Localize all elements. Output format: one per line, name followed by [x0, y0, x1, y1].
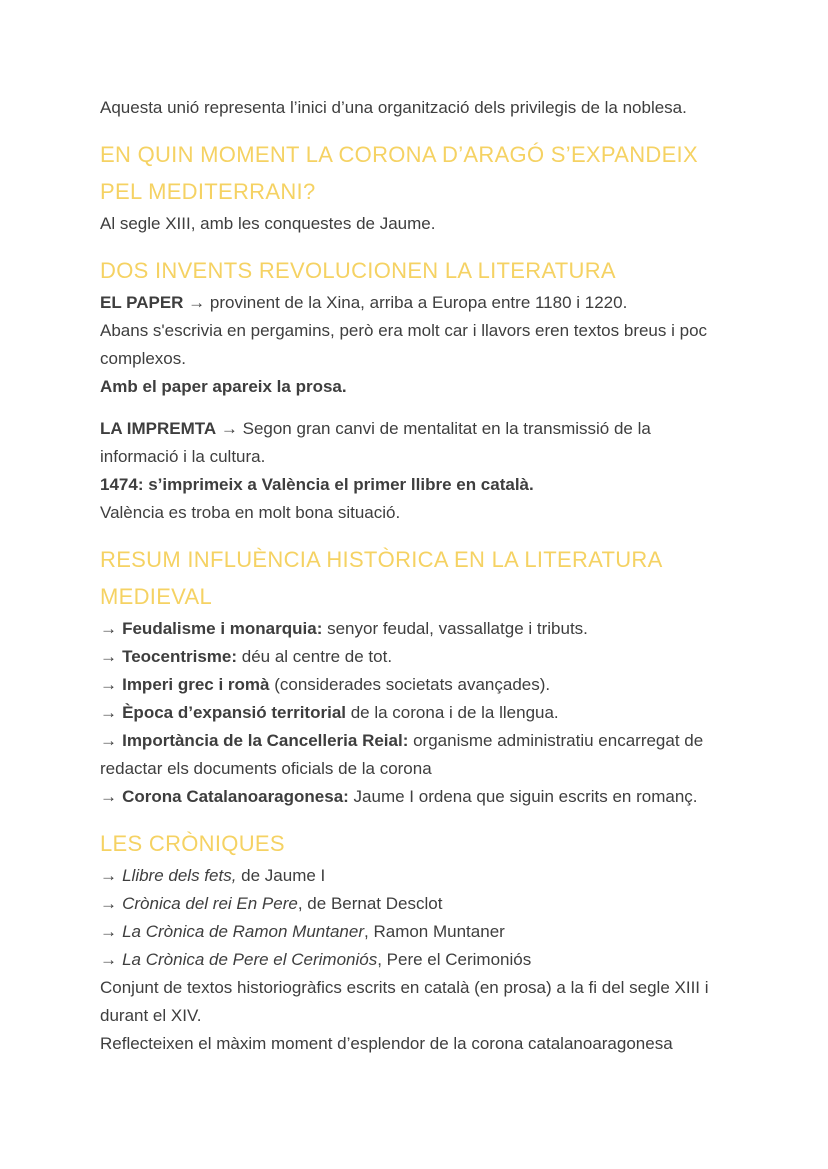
paper-title: EL PAPER: [100, 293, 184, 312]
item-lead: Importància de la Cancelleria Reial:: [122, 731, 409, 750]
croniques-list: [100, 862, 732, 1058]
item-rest: (considerades societats avançades).: [269, 675, 551, 694]
arrow-icon: →: [100, 731, 117, 750]
impremta-line-intro: [100, 415, 732, 471]
heading-resum: RESUM INFLUÈNCIA HISTÒRICA EN LA LITERATURA MEDIEVAL: [100, 547, 662, 609]
paper-line-origin: [100, 289, 732, 317]
resum-item-expansio: [100, 699, 732, 727]
resum-item-corona: [100, 783, 732, 811]
item-lead: Feudalisme i monarquia:: [122, 619, 323, 638]
croniques-summary-esplendor: Reflecteixen el màxim moment d’esplendor de la corona catalanoaragonesa: [100, 1034, 673, 1053]
impremta-line-valencia: València es troba en molt bona situació.: [100, 503, 401, 522]
resum-list: [100, 615, 732, 811]
item-rest: de la corona i de la llengua.: [346, 703, 559, 722]
item-rest: déu al centre de tot.: [237, 647, 393, 666]
item-rest: , de Bernat Desclot: [297, 894, 443, 913]
paper-origin-text: → provinent de la Xina, arriba a Europa entre 1180 i 1220.: [183, 293, 628, 312]
resum-item-cancelleria: [100, 727, 732, 783]
arrow-icon: →: [100, 950, 117, 969]
work-title: Llibre dels fets,: [122, 866, 237, 885]
arrow-icon: →: [100, 647, 117, 666]
item-rest: organisme administratiu encarregat de redactar els documents oficials de la corona: [100, 731, 704, 778]
item-lead: Imperi grec i romà: [122, 675, 270, 694]
intro-paragraph: Aquesta unió representa l’inici d’una organització dels privilegis de la noblesa.: [100, 98, 687, 117]
item-rest: senyor feudal, vassallatge i tributs.: [322, 619, 588, 638]
work-title: Crònica del rei En Pere: [122, 894, 298, 913]
item-rest: Jaume I ordena que siguin escrits en romanç.: [348, 787, 698, 806]
croniques-summary-definition: Conjunt de textos historiogràfics escrits en català (en prosa) a la fi del segle XIII i durant el XIV.: [100, 978, 709, 1025]
paper-paragraph: [100, 289, 732, 401]
arrow-icon: →: [100, 866, 117, 885]
arrow-icon: →: [100, 619, 117, 638]
work-title: La Crònica de Pere el Cerimoniós: [122, 950, 378, 969]
cronica-item-ramon-muntaner: [100, 918, 732, 946]
resum-item-teocentrisme: [100, 643, 732, 671]
impremta-title: LA IMPREMTA: [100, 419, 217, 438]
paper-line-parchment: Abans s'escrivia en pergamins, però era molt car i llavors eren textos breus i poc complexos.: [100, 321, 708, 368]
impremta-intro-text: → Segon gran canvi de mentalitat en la transmissió de la informació i la cultura.: [100, 419, 651, 466]
arrow-icon: →: [100, 894, 117, 913]
resum-item-feudalisme: [100, 615, 732, 643]
arrow-icon: →: [100, 675, 117, 694]
paper-line-prosa: Amb el paper apareix la prosa.: [100, 377, 347, 396]
item-rest: de Jaume I: [236, 866, 326, 885]
cronica-item-pere-cerimonios: [100, 946, 732, 974]
item-rest: , Ramon Muntaner: [364, 922, 505, 941]
item-lead: Teocentrisme:: [122, 647, 238, 666]
work-title: La Crònica de Ramon Muntaner: [122, 922, 365, 941]
cronica-item-llibre-dels-fets: [100, 862, 732, 890]
item-lead: Època d’expansió territorial: [122, 703, 346, 722]
cronica-item-rei-en-pere: [100, 890, 732, 918]
arrow-icon: →: [100, 787, 117, 806]
arrow-icon: →: [100, 922, 117, 941]
item-lead: Corona Catalanoaragonesa:: [122, 787, 349, 806]
item-rest: , Pere el Cerimoniós: [377, 950, 532, 969]
expansio-answer: Al segle XIII, amb les conquestes de Jaume.: [100, 214, 436, 233]
impremta-paragraph: [100, 415, 732, 527]
heading-croniques: LES CRÒNIQUES: [100, 831, 285, 856]
arrow-icon: →: [100, 703, 117, 722]
resum-item-imperi: [100, 671, 732, 699]
impremta-line-1474: 1474: s’imprimeix a València el primer llibre en català.: [100, 475, 534, 494]
heading-expansio: EN QUIN MOMENT LA CORONA D’ARAGÓ S’EXPANDEIX PEL MEDITERRANI?: [100, 142, 698, 204]
heading-invents: DOS INVENTS REVOLUCIONEN LA LITERATURA: [100, 258, 616, 283]
